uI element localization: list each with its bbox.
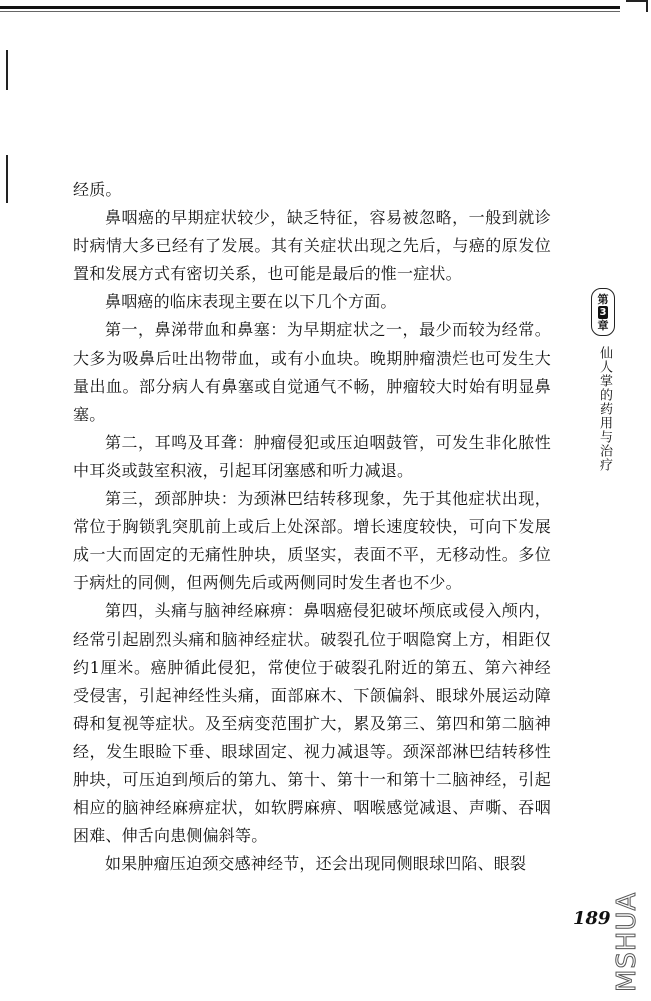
paragraph: 经质。 — [73, 180, 122, 199]
paragraph: 如果肿瘤压迫颈交感神经节，还会出现同侧眼球凹陷、眼裂 — [105, 854, 527, 874]
chapter-tab-number: 3 — [599, 306, 607, 318]
gutter-mark — [6, 155, 8, 203]
paragraph: 鼻咽癌的临床表现主要在以下几个方面。 — [105, 292, 397, 312]
chapter-tab — [591, 288, 615, 336]
chapter-running-title: 仙人掌的药用与治疗 — [597, 346, 612, 472]
paragraph: 第四，头痛与脑神经麻痹：鼻咽癌侵犯破坏颅底或侵入颅内，经常引起剧烈头痛和脑神经症状。破裂孔位于咽隐窝上方，相距仅约1厘米。癌肿循此侵犯，常使位于破裂孔附近的第五、第六神经受侵害，引起神经性头痛，面部麻木、下颌偏斜、眼球外展运动障碍和复视等症状。及至病变范围扩大，累及第三、第四和第二脑神经，发生眼睑下垂、眼球固定、视力减退等。颈深部淋巴结转移性肿块，可压迫到颅后的第九、第十、第十一和第十二脑神经，引起相应的脑神经麻痹症状，如软腭麻痹、咽喉感觉减退、声嘶、吞咽困难、伸舌向患侧偏斜等。 — [73, 601, 551, 846]
paragraph: 第二，耳鸣及耳聋：肿瘤侵犯或压迫咽鼓管，可发生非化脓性中耳炎或鼓室积液，引起耳闭塞感和听力减退。 — [73, 432, 551, 480]
body-text — [73, 176, 551, 878]
top-rule — [0, 6, 620, 9]
paragraph: 第三，颈部肿块：为颈淋巴结转移现象，先于其他症状出现，常位于胸锁乳突肌前上或后上处深部。增长速度较快，可向下发展成一大而固定的无痛性肿块，质坚实，表面不平，无移动性。多位于病灶的同侧，但两侧先后或两侧同时发生者也不少。 — [73, 489, 551, 593]
page-number: 189 — [573, 908, 611, 929]
gutter-mark — [6, 50, 8, 90]
paragraph: 鼻咽癌的早期症状较少，缺乏特征，容易被忽略，一般到就诊时病情大多已经有了发展。其有关症状出现之先后，与癌的原发位置和发展方式有密切关系，也可能是最后的惟一症状。 — [73, 208, 551, 284]
top-rule-thin — [0, 11, 620, 12]
watermark: MSHUA — [612, 891, 642, 992]
paragraph: 第一，鼻涕带血和鼻塞：为早期症状之一，最少而较为经常。大多为吸鼻后吐出物带血，或有小血块。晚期肿瘤溃烂也可发生大量出血。部分病人有鼻塞或自觉通气不畅，肿瘤较大时始有明显鼻塞。 — [73, 320, 551, 424]
corner-crop-mark — [626, 0, 648, 12]
chapter-tab-prefix: 第 — [597, 292, 609, 306]
chapter-tab-suffix: 章 — [597, 318, 609, 332]
